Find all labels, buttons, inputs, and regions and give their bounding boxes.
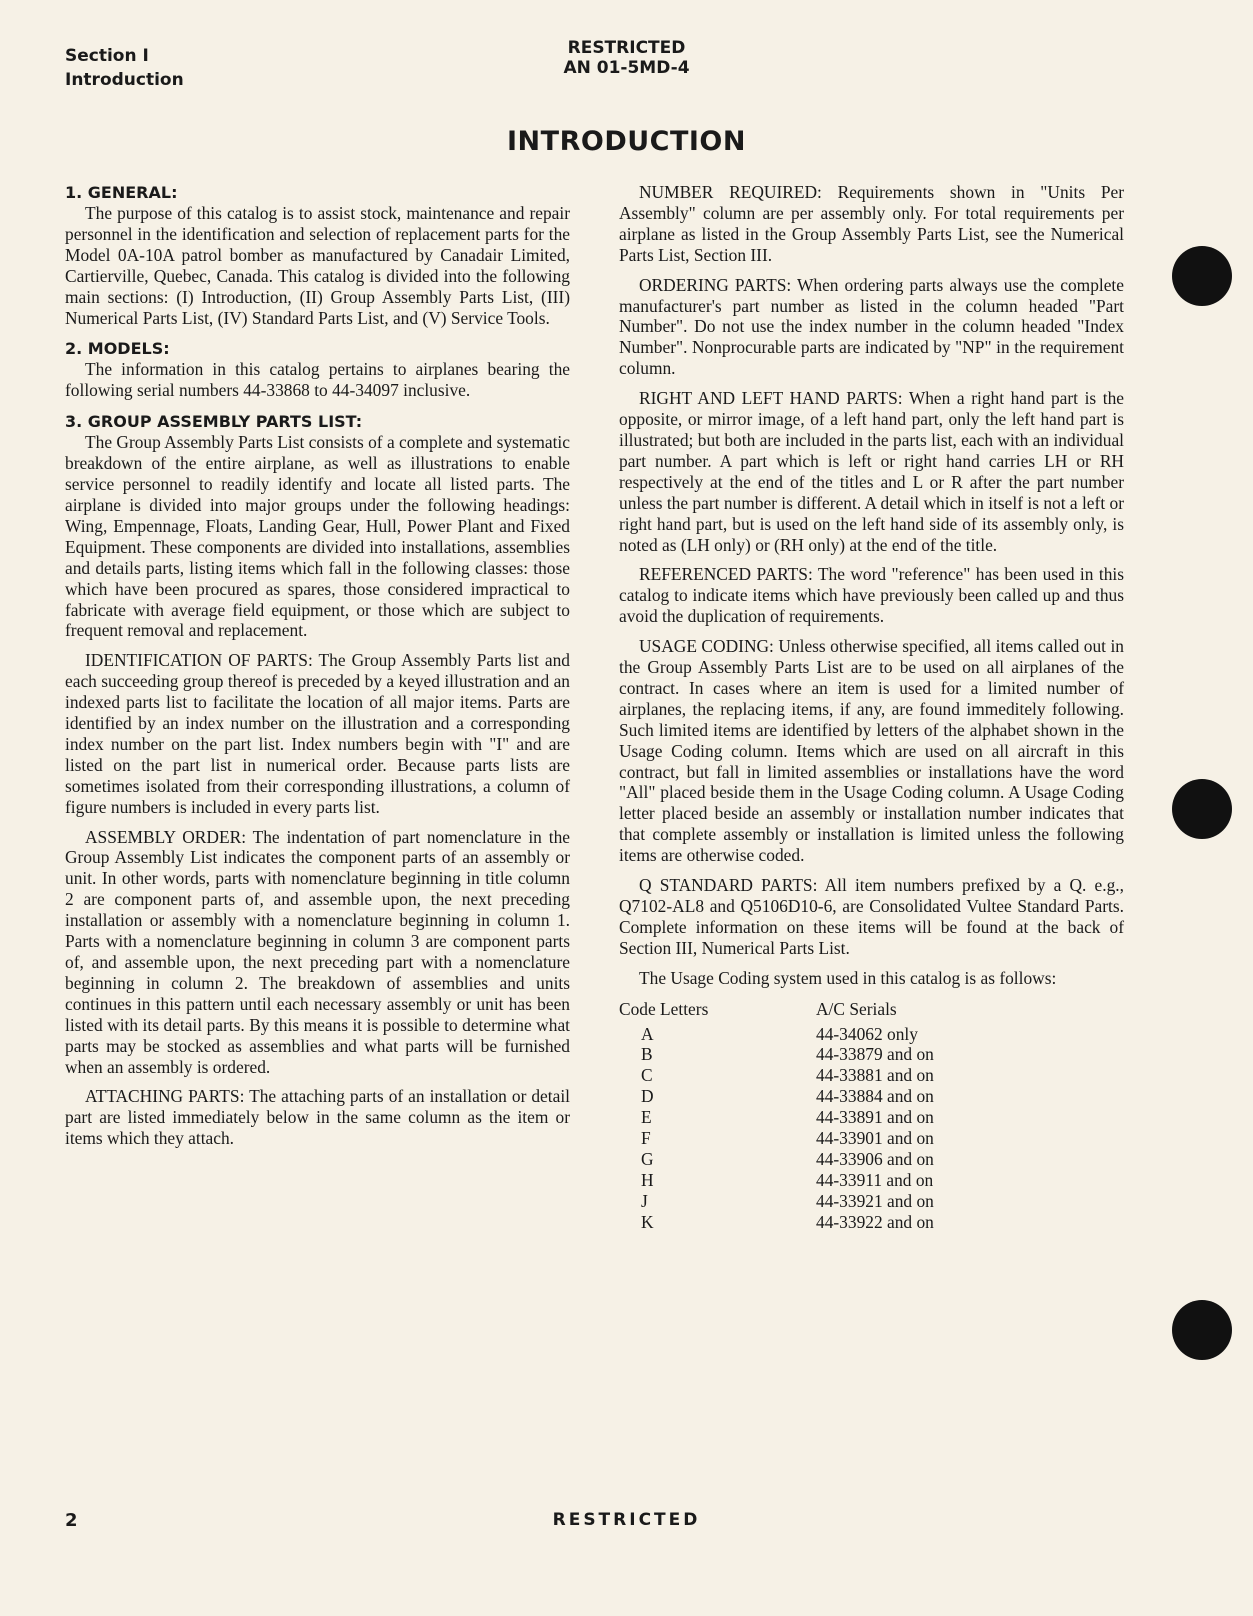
number-required-paragraph: NUMBER REQUIRED: Requirements shown in "Units Per Assembly" column are per assembly only. For total requirements per airplane as listed in the Group Assembly Parts List, see the Numerical Parts List, Section III.: [619, 182, 1124, 265]
classification-top: RESTRICTED: [567, 38, 686, 58]
ac-serial: 44-33881 and on: [816, 1065, 934, 1086]
code-table-row: [619, 1128, 934, 1149]
header-center: [0, 38, 1253, 78]
right-left-parts-paragraph: RIGHT AND LEFT HAND PARTS: When a right hand part is the opposite, or mirror image, of a left hand part, only the left hand part is illustrated; but both are included in the parts list, each with an individual part number. A part which is left or right hand carries LH or RH respectively at the end of the titles and L or R after the part number unless the part number is different. A detail which in itself is not a left or right hand part, but is used on the left hand side of its assembly only, is noted as (LH only) or (RH only) at the end of the title.: [619, 388, 1124, 555]
code-letter: B: [641, 1044, 653, 1065]
gapl-paragraph: The Group Assembly Parts List consists of a complete and systematic breakdown of the entire airplane, as well as illustrations to enable service personnel to readily identify and locate all listed parts. The airplane is divided into major groups under the following headings: Wing, Empennage, Floats, Landing Gear, Hull, Power Plant and Fixed Equipment. These components are divided into installations, assemblies and details parts, listing items which fall in the following classes: those which have been procured as spares, those considered impractical to fabricate with average field equipment, or those which are subject to frequent removal and replacement.: [65, 432, 570, 641]
models-paragraph: The information in this catalog pertains to airplanes bearing the following serial numbers 44-33868 to 44-34097 inclusive.: [65, 359, 570, 401]
ac-serial: 44-33901 and on: [816, 1128, 934, 1149]
general-section: [65, 182, 570, 328]
code-letter: J: [641, 1190, 648, 1211]
code-table-row: [619, 1149, 934, 1170]
gapl-section: [65, 411, 570, 1149]
code-table-row: [619, 1024, 934, 1045]
general-paragraph: The purpose of this catalog is to assist stock, maintenance and repair personnel in the identification and selection of replacement parts for the Model 0A-10A patrol bomber as manufactured by Canadair Limited, Cartierville, Quebec, Canada. This catalog is divided into the following main sections: (I) Introduction, (II) Group Assembly Parts List, (III) Numerical Parts List, (IV) Standard Parts List, and (V) Service Tools.: [65, 203, 570, 328]
ac-serials-header: A/C Serials: [816, 998, 897, 1019]
code-letter: E: [641, 1107, 652, 1128]
code-table-header: [619, 999, 934, 1024]
usage-intro-paragraph: The Usage Coding system used in this catalog is as follows:: [639, 967, 1057, 988]
code-table-row: [619, 1170, 934, 1191]
page-number: 2: [65, 1510, 78, 1531]
code-letter: C: [641, 1065, 653, 1086]
code-table-body: [619, 1024, 934, 1233]
code-table-row: [619, 1044, 934, 1065]
models-heading: 2. MODELS:: [65, 339, 170, 359]
document-number: AN 01-5MD-4: [563, 58, 690, 78]
code-letter: H: [641, 1169, 654, 1190]
ac-serial: 44-33906 and on: [816, 1148, 934, 1169]
gapl-heading: 3. GROUP ASSEMBLY PARTS LIST:: [65, 412, 363, 432]
code-letter: K: [641, 1211, 654, 1232]
assembly-order-paragraph: ASSEMBLY ORDER: The indentation of part nomenclature in the Group Assembly List indicates the component parts of an assembly or unit. In other words, parts with nomenclature beginning in title column 2 are component parts of, and assemble upon, the next preceding installation or assembly with a nomenclature beginning in column 1. Parts with a nomenclature beginning in column 3 are component parts of, and assemble upon, the next preceding part with a nomenclature beginning in column 2. The breakdown of assemblies and units continues in this pattern until each necessary assembly or unit has been listed with its detail parts. By this means it is possible to determine what parts may be stocked as assemblies and what parts will be furnished when an assembly is ordered.: [65, 826, 570, 1077]
ac-serial: 44-33911 and on: [816, 1169, 934, 1190]
code-table-row: [619, 1212, 934, 1233]
page-title: INTRODUCTION: [507, 126, 746, 157]
left-column: [65, 182, 570, 1159]
code-table-row: [619, 1107, 934, 1128]
identification-paragraph: IDENTIFICATION OF PARTS: The Group Assembly Parts list and each succeeding group thereof is preceded by a keyed illustration and an indexed parts list to facilitate the location of all major items. Parts are identified by an index number on the illustration and a corresponding index number on the part list. Index numbers begin with "I" and are listed on the part list in numerical order. Because parts lists are sometimes isolated from their corresponding illustrations, a column of figure numbers is included in every parts list.: [65, 650, 570, 817]
binder-hole: [1172, 1300, 1232, 1360]
code-letter: A: [641, 1023, 654, 1044]
ac-serial: 44-33921 and on: [816, 1190, 934, 1211]
section-name: Introduction: [65, 70, 184, 90]
ac-serial: 44-33922 and on: [816, 1211, 934, 1232]
classification-bottom: RESTRICTED: [552, 1510, 701, 1530]
general-heading: 1. GENERAL:: [65, 183, 178, 202]
usage-coding-paragraph: USAGE CODING: Unless otherwise specified, all items called out in the Group Assembly Parts List are to be used on all airplanes of the contract. In cases where an item is used for a limited number of airplanes, the replacing items, if any, are found immeditely following. Such limited items are identified by letters of the alphabet shown in the Usage Coding column. Items which are used on all aircraft in this contract, but fall in limited assemblies or installations have the word "All" placed beside them in the Usage Coding column. A Usage Coding letter placed beside an assembly or installation number indicates that that complete assembly or installation is limited unless the following items are otherwise coded.: [619, 636, 1124, 866]
binder-hole: [1172, 246, 1232, 306]
ac-serial: 44-34062 only: [816, 1023, 918, 1044]
ac-serial: 44-33891 and on: [816, 1107, 934, 1128]
q-standard-parts-paragraph: Q STANDARD PARTS: All item numbers prefixed by a Q. e.g., Q7102-AL8 and Q5106D10-6, are Consolidated Vultee Standard Parts. Complete information on these items will be found at the back of Section III, Numerical Parts List.: [619, 875, 1124, 958]
code-letters-header: Code Letters: [619, 998, 709, 1019]
code-table-row: [619, 1191, 934, 1212]
code-table-row: [619, 1065, 934, 1086]
models-section: [65, 338, 570, 401]
code-letter: D: [641, 1086, 654, 1107]
attaching-parts-paragraph: ATTACHING PARTS: The attaching parts of an installation or detail part are listed immediately below in the same column as the item or items which they attach.: [65, 1086, 570, 1149]
ordering-parts-paragraph: ORDERING PARTS: When ordering parts always use the complete manufacturer's part number as listed in the column headed "Part Number". Do not use the index number in the column headed "Index Number". Nonprocurable parts are indicated by "NP" in the requirement column.: [619, 274, 1124, 379]
referenced-parts-paragraph: REFERENCED PARTS: The word "reference" has been used in this catalog to indicate items which have previously been called up and thus avoid the duplication of requirements.: [619, 564, 1124, 627]
ac-serial: 44-33879 and on: [816, 1044, 934, 1065]
ac-serial: 44-33884 and on: [816, 1086, 934, 1107]
section-number: Section I: [65, 46, 149, 66]
code-letter: F: [641, 1128, 651, 1149]
usage-code-table: [619, 999, 934, 1233]
right-column: [619, 182, 1124, 1233]
binder-hole: [1172, 779, 1232, 839]
code-table-row: [619, 1086, 934, 1107]
code-letter: G: [641, 1148, 654, 1169]
